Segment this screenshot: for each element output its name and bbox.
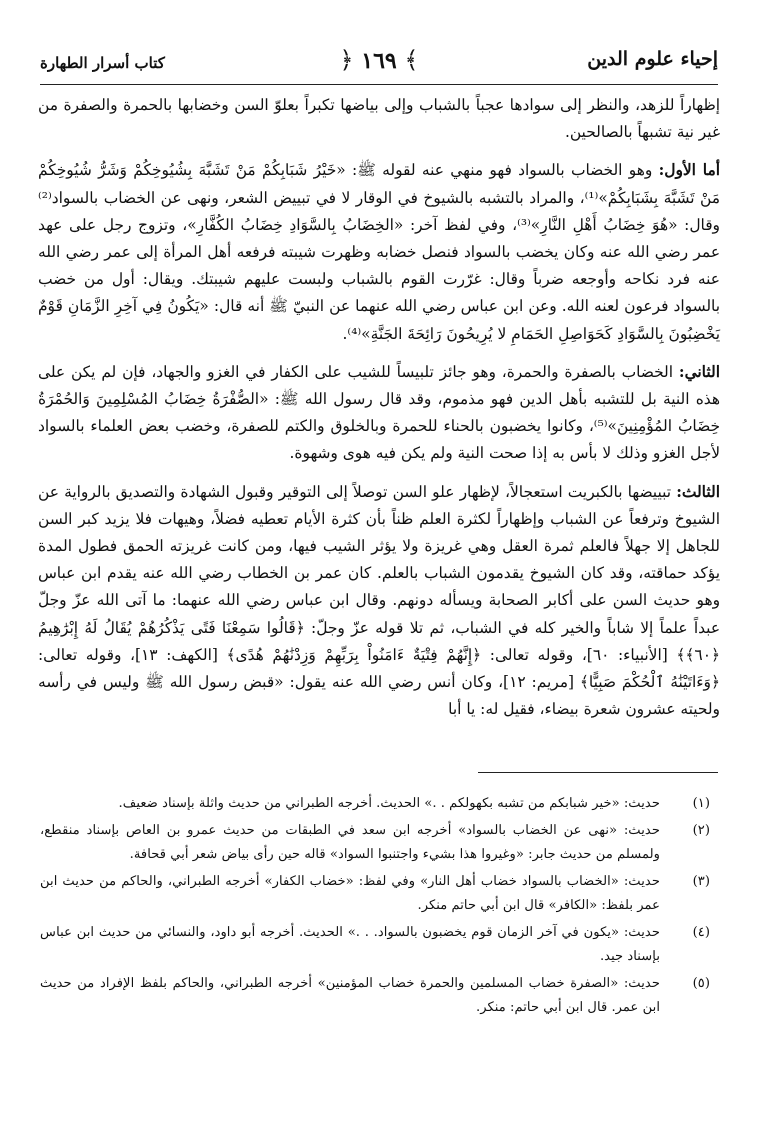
- paragraph-first: [38, 157, 720, 347]
- paragraph-text: الخضاب بالصفرة والحمرة، وهو جائز تلبيساً للشيب على الكفار في الغزو والجهاد، فإن لم يكن على هذه النية بل للتشبه بأهل الدين فهو مذموم، وقد قال رسول الله ﷺ: «الصُّفْرَةُ خِضَابُ المُسْلِمِينَ وَالحُمْرَةُ خِضَابُ المُؤْمِنِينَ»⁽⁵⁾، وكانوا يخضبون بالحناء للحمرة وبالخلوق والكتم للصفرة، وخضب بعض العلماء بالسواد لأجل الغزو وذلك لا بأس به إذا صحت النية ولم يكن فيه هوى وشهوة.: [38, 362, 720, 463]
- chapter-title: كتاب أسرار الطهارة: [40, 54, 165, 72]
- footnote-text: حديث: «الخضاب بالسواد خضاب أهل النار» وفي لفظ: «خضاب الكفار» أخرجه الطبراني، والحاكم من حديث ابن عمر بلفظ: «الكافر» قال ابن أبي حاتم منكر.: [40, 873, 660, 913]
- paragraph-intro: [38, 92, 720, 146]
- footnote-number: (٣): [692, 873, 710, 889]
- paragraph-heading: أما الأول:: [658, 161, 720, 180]
- page-number: ١٦٩: [361, 48, 397, 74]
- paragraph-third: [38, 479, 720, 724]
- footnote-text: حديث: «خير شبابكم من تشبه بكهولكم . .» الحديث. أخرجه الطبراني من حديث واثلة بإسناد ضعيف.: [118, 796, 660, 811]
- footnote-number: (٤): [692, 924, 710, 940]
- footnote-item: [40, 792, 720, 817]
- paragraph-heading: الثاني:: [678, 362, 720, 381]
- footnote-number: (١): [692, 796, 710, 811]
- footnote-text: حديث: «يكون في آخر الزمان قوم يخضبون بالسواد. . .» الحديث. أخرجه أبو داود، والنسائي من حديث ابن عباس بإسناد جيد.: [40, 924, 660, 964]
- page-header: [40, 40, 718, 85]
- paragraph-text: وهو الخضاب بالسواد فهو منهي عنه لقوله ﷺ: «خَيْرُ شَبَابِكُمْ مَنْ تَشَبَّهَ بِشُيُوخِكُمْ وَشَرُّ شُيُوخِكُمْ مَنْ تَشَبَّهَ بِشَبَابِكُمْ»⁽¹⁾، والمراد بالتشبه بالشيوخ في الوقار لا في تبييض الشعر، ونهى عن الخضاب بالسواد⁽²⁾ وقال: «هُوَ خِضَابُ أَهْلِ النَّارِ»⁽³⁾، وفي لفظ آخر: «الخِضَابُ بِالسَّوَادِ خِضَابُ الكُفَّارِ»، وتزوج رجل على عهد عمر رضي الله عنه وكان يخضب بالسواد فنصل خضابه وظهرت شيبته فرفعه أهل المرأة إلى عمر رضي الله عنه فرد نكاحه وأوجعه ضرباً وقال: غرّرت القوم بالشباب ولبست عليهم شيبتك. ويقال: أول من خضب بالسواد فرعون لعنه الله. وعن ابن عباس رضي الله عنهما عن النبيّ ﷺ أنه قال: «يَكُونُ فِي آخِرِ الزَّمَانِ قَوْمٌ يَخْضِبُونَ بِالسَّوَادِ كَحَوَاصِلِ الحَمَامِ لا يُرِيحُونَ رَائِحَةَ الجَنَّةِ»⁽⁴⁾.: [38, 161, 720, 343]
- footnotes: [40, 792, 720, 1023]
- paragraph-text: تبييضها بالكبريت استعجالاً، لإظهار علو السن توصلاً إلى التوقير وقبول الشهادة والتصديق بالرواية عن الشيوخ وترفعاً عن الشباب وإظهاراً لكثرة العلم ظناً بأن كثرة الأيام تعطيه فضلاً، وهيهات فلا يزيد كبر السن للجاهل إلا جهلاً فالعلم ثمرة العقل وهي غريزة ولا يؤثر الشيب فيها، ومن كانت غريزته الحمق فطول المدة يؤكد حماقته، وقد كان الشيوخ يقدمون الشباب بالعلم. كان عمر بن الخطاب رضي الله عنه يقدم ابن عباس وهو حديث السن على أكابر الصحابة ويسأله دونهم. وقال ابن عباس رضي الله عنهما: ما آتى الله عزّ وجلّ عبداً علماً إلا شاباً والخير كله في الشباب، ثم تلا قوله عزّ وجلّ: ﴿قَالُوا سَمِعْنَا فَتًى يَذْكُرُهُمْ يُقَالُ لَهُ إِبْرَٰهِيمُ ﴿٦٠﴾﴾ [الأنبياء: ٦٠]، وقوله تعالى: ﴿إِنَّهُمْ فِتْيَةٌ ءَامَنُواْ بِرَبِّهِمْ وَزِدْنَٰهُمْ هُدًى﴾ [الكهف: ١٣]، وقوله تعالى: ﴿وَءَاتَيْنَٰهُ ٱلْحُكْمَ صَبِيًّا﴾ [مريم: ١٢]، وكان أنس رضي الله عنه يقول: «قبض رسول الله ﷺ وليس في رأسه ولحيته عشرون شعرة بيضاء، فقيل له: يا أبا: [38, 482, 720, 719]
- footnote-number: (٢): [692, 822, 710, 838]
- footnote-item: [40, 819, 720, 868]
- paragraph-text: إظهاراً للزهد، والنظر إلى سوادها عجباً بالشباب وإلى بياضها تكبراً بعلوّ السن وخضابها بالحمرة والصفرة من غير نية تشبهاً بالصالحين.: [38, 96, 720, 142]
- ornament-right-icon: ﴿: [339, 46, 354, 74]
- footnote-text: حديث: «نهى عن الخضاب بالسواد» أخرجه ابن سعد في الطبقات من حديث عمرو بن العاص بإسناد منقطع، ولمسلم من حديث جابر: «وغيروا هذا بشيء واجتنبوا السواد» قاله حين رأى بياض شعر أبي قحافة.: [40, 822, 660, 862]
- footnote-item: [40, 972, 720, 1021]
- footnote-item: [40, 870, 720, 919]
- footnote-text: حديث: «الصفرة خضاب المسلمين والحمرة خضاب المؤمنين» أخرجه الطبراني، والحاكم بلفظ الإفراد من حديث ابن عمر. قال ابن أبي حاتم: منكر.: [40, 975, 660, 1015]
- footnote-separator: [478, 772, 718, 773]
- footnote-number: (٥): [692, 975, 710, 991]
- main-text: [38, 92, 720, 734]
- book-title: إحياء علوم الدين: [587, 48, 718, 70]
- paragraph-heading: الثالث:: [676, 482, 720, 501]
- footnote-item: [40, 921, 720, 970]
- paragraph-second: [38, 359, 720, 468]
- page-number-ornament: [340, 46, 419, 74]
- ornament-left-icon: ﴾: [404, 46, 419, 74]
